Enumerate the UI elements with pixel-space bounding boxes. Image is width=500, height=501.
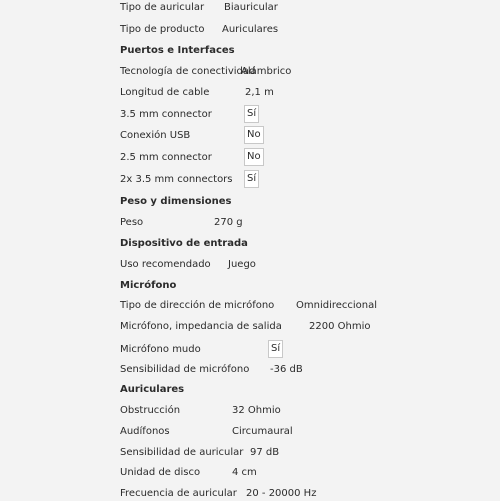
spec-label: Uso recomendado bbox=[120, 259, 211, 270]
section-title-input-device: Dispositivo de entrada bbox=[120, 238, 248, 249]
spec-value: 97 dB bbox=[250, 447, 280, 458]
spec-label: Peso bbox=[120, 217, 144, 228]
spec-value: -36 dB bbox=[270, 364, 303, 375]
spec-label: Audífonos bbox=[120, 426, 170, 437]
spec-label: Frecuencia de auricular bbox=[120, 488, 237, 499]
spec-value: 270 g bbox=[214, 217, 243, 228]
spec-label: Longitud de cable bbox=[120, 87, 210, 98]
spec-value: 2,1 m bbox=[245, 87, 274, 98]
spec-value: Omnidireccional bbox=[296, 300, 378, 311]
spec-label: Conexión USB bbox=[120, 130, 191, 141]
spec-value: 20 - 20000 Hz bbox=[246, 488, 317, 499]
spec-label: 3.5 mm connector bbox=[120, 109, 212, 120]
spec-value: 4 cm bbox=[232, 467, 257, 478]
spec-label: Sensibilidad de micrófono bbox=[120, 364, 250, 375]
spec-value: Juego bbox=[228, 259, 256, 270]
spec-value: Circumaural bbox=[232, 426, 293, 437]
value-badge: No bbox=[244, 126, 264, 144]
spec-value: 2200 Ohmio bbox=[309, 321, 371, 332]
spec-label: Micrófono mudo bbox=[120, 344, 201, 355]
value-badge: Sí bbox=[268, 340, 283, 358]
spec-label: Tecnología de conectividad bbox=[120, 66, 256, 77]
spec-label: Obstrucción bbox=[120, 405, 181, 416]
section-title-headphones: Auriculares bbox=[120, 384, 185, 395]
spec-value: 32 Ohmio bbox=[232, 405, 281, 416]
spec-label: Micrófono, impedancia de salida bbox=[120, 321, 282, 332]
value-badge: Sí bbox=[244, 170, 259, 188]
value-badge: Sí bbox=[244, 105, 259, 123]
section-title-microphone: Micrófono bbox=[120, 280, 177, 291]
section-title-ports: Puertos e Interfaces bbox=[120, 45, 235, 56]
spec-label: 2x 3.5 mm connectors bbox=[120, 174, 233, 185]
spec-label: Sensibilidad de auricular bbox=[120, 447, 244, 458]
spec-value: Alámbrico bbox=[241, 66, 292, 77]
spec-value: Biauricular bbox=[224, 2, 278, 13]
spec-label: Tipo de auricular bbox=[120, 2, 205, 13]
section-title-weight: Peso y dimensiones bbox=[120, 196, 232, 207]
spec-label: Tipo de dirección de micrófono bbox=[120, 300, 275, 311]
spec-value: Auriculares bbox=[222, 24, 279, 35]
spec-label: Unidad de disco bbox=[120, 467, 201, 478]
spec-label: 2.5 mm connector bbox=[120, 152, 212, 163]
value-badge: No bbox=[244, 148, 264, 166]
spec-label: Tipo de producto bbox=[120, 24, 205, 35]
